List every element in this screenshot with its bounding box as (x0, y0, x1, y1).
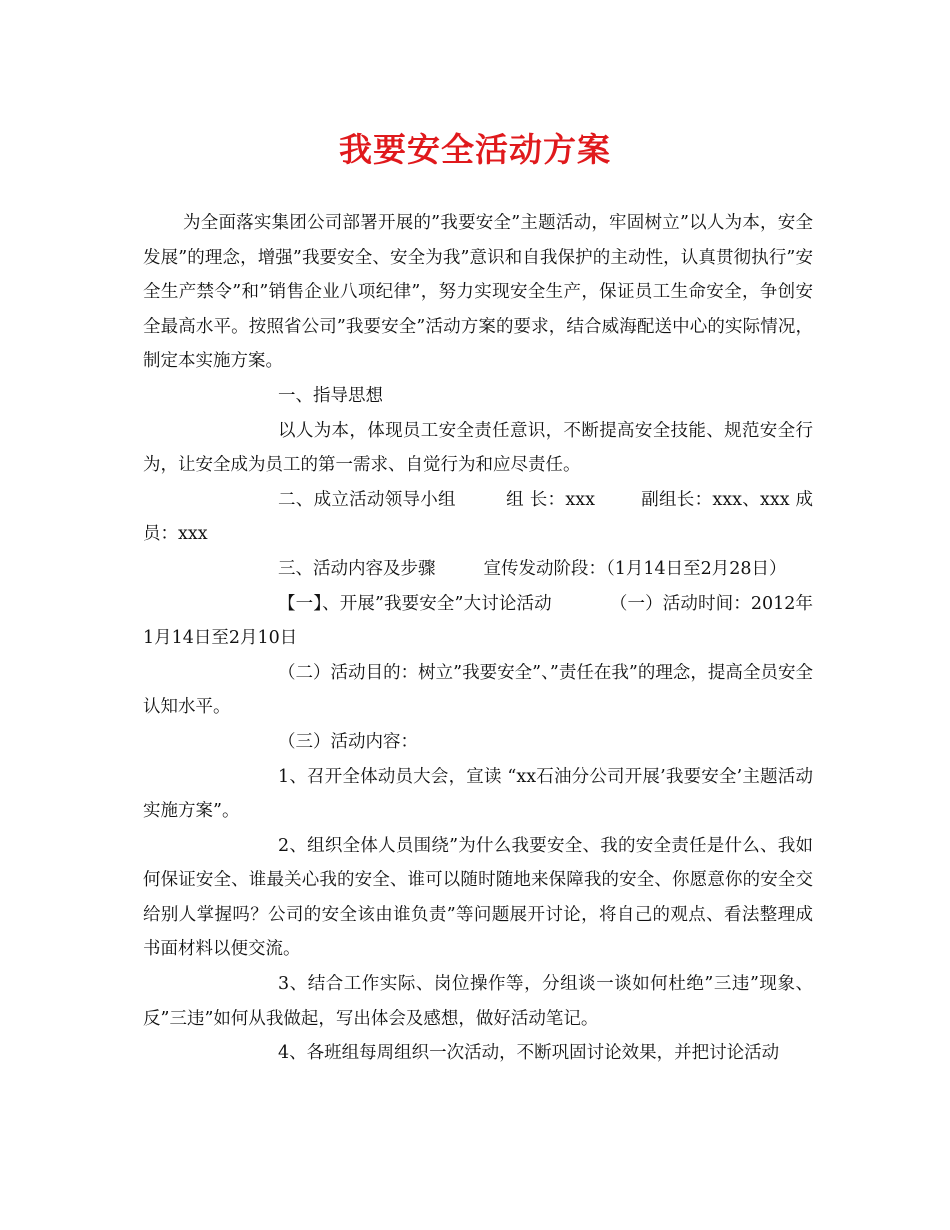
activity-purpose: （二）活动目的：树立”我要安全”、”责任在我”的理念，提高全员安全认知水平。 (143, 662, 813, 718)
group-leader: 组 长：xxx (505, 489, 595, 510)
group-members: 成 员：xxx (143, 489, 814, 545)
publicity-stage: 宣传发动阶段：（1月14日至2月28日） (483, 558, 787, 579)
activity-content-heading: （三）活动内容： (278, 731, 418, 752)
content-item-2: 2、组织全体人员围绕”为什么我要安全、我的安全责任是什么、我如何保证安全、谁最关心我的安全、谁可以随时随地来保障我的安全、你愿意你的安全交给别人掌握吗？公司的安全该由谁负责”等问题展开讨论，将自己的观点、看法整理成书面材料以便交流。 (143, 835, 813, 960)
deputy-leader: 副组长：xxx、xxx (640, 489, 790, 510)
content-item-3: 3、结合工作实际、岗位操作等，分组谈一谈如何杜绝”三违”现象、反”三违”如何从我做起，写出体会及感想，做好活动笔记。 (143, 974, 813, 1029)
part-1-heading: 【一】、开展”我要安全”大讨论活动 (278, 593, 552, 614)
section-1-heading: 一、指导思想 (278, 385, 383, 406)
activity-time: （一）活动时间：2012年1月14日至2月10日 (143, 593, 813, 649)
section-1-body: 以人为本，体现员工安全责任意识，不断提高安全技能、规范安全行为，让安全成为员工的第一需求、自觉行为和应尽责任。 (143, 420, 813, 476)
part-1-paragraph (143, 587, 813, 656)
intro-paragraph: 为全面落实集团公司部署开展的”我要安全”主题活动，牢固树立”以人为本，安全发展”的理念，增强”我要安全、安全为我”意识和自我保护的主动性，认真贯彻执行”安全生产禁令”和”销售企业八项纪律”，努力实现安全生产，保证员工生命安全，争创安全最高水平。按照省公司”我要安全”活动方案的要求，结合威海配送中心的实际情况，制定本实施方案。 (143, 213, 813, 372)
document-body (143, 206, 813, 1071)
section-2-paragraph (143, 483, 813, 552)
content-item-4: 4、各班组每周组织一次活动，不断巩固讨论效果，并把讨论活动 (278, 1043, 780, 1064)
section-3-heading: 三、活动内容及步骤 (278, 558, 436, 579)
document-title: 我要安全活动方案 (339, 130, 611, 169)
section-2-heading: 二、成立活动领导小组 (278, 489, 456, 510)
section-3-paragraph (143, 552, 813, 587)
content-item-1: 1、召开全体动员大会，宣读 “xx石油分公司开展’我要安全’主题活动实施方案”。 (143, 766, 813, 822)
